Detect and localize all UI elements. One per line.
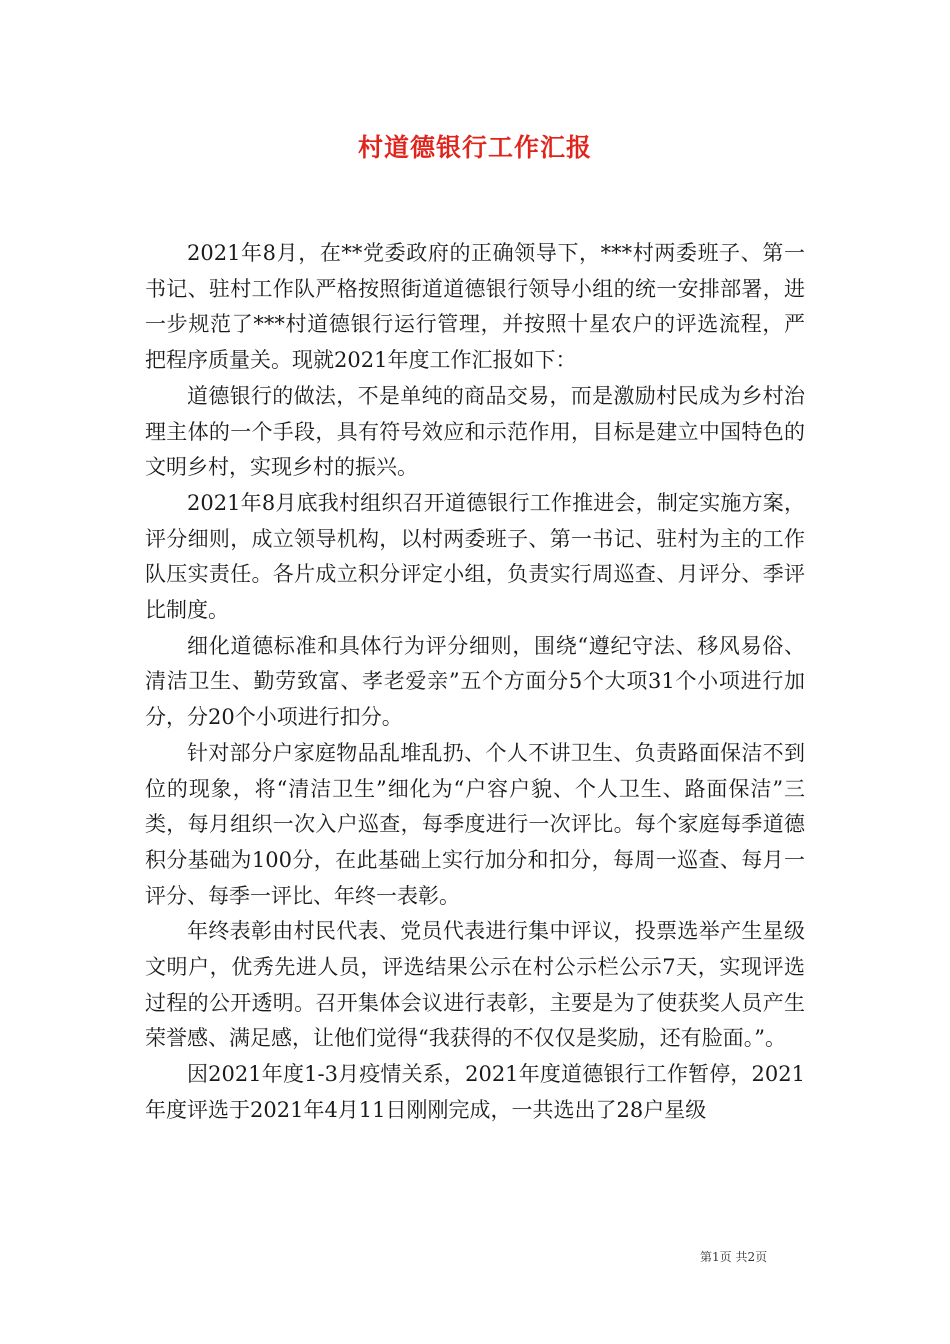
page-number: 第1页 共2页 <box>700 1250 768 1264</box>
document-title: 村道德银行工作汇报 <box>357 133 592 162</box>
paragraph: 2021年8月，在**党委政府的正确领导下，***村两委班子、第一书记、驻村工作队严格按照街道道德银行领导小组的统一安排部署，进一步规范了***村道德银行运行管理，并按照十星农户的评选流程，严把程序质量关。现就2021年度工作汇报如下： <box>145 241 805 373</box>
document-body <box>145 236 805 1129</box>
paragraph: 因2021年度1-3月疫情关系，2021年度道德银行工作暂停，2021年度评选于2021年4月11日刚刚完成，一共选出了28户星级 <box>145 1062 805 1122</box>
paragraph: 年终表彰由村民代表、党员代表进行集中评议，投票选举产生星级文明户，优秀先进人员，评选结果公示在村公示栏公示7天，实现评选过程的公开透明。召开集体会议进行表彰，主要是为了使获奖人员产生荣誉感、满足感，让他们觉得“我获得的不仅仅是奖励，还有脸面。”。 <box>145 919 805 1051</box>
paragraph: 道德银行的做法，不是单纯的商品交易，而是激励村民成为乡村治理主体的一个手段，具有符号效应和示范作用，目标是建立中国特色的文明乡村，实现乡村的振兴。 <box>145 383 805 480</box>
paragraph: 针对部分户家庭物品乱堆乱扔、个人不讲卫生、负责路面保洁不到位的现象，将“清洁卫生”细化为“户容户貌、个人卫生、路面保洁”三类，每月组织一次入户巡查，每季度进行一次评比。每个家庭每季道德积分基础为100分，在此基础上实行加分和扣分，每周一巡查、每月一评分、每季一评比、年终一表彰。 <box>145 740 805 908</box>
paragraph: 2021年8月底我村组织召开道德银行工作推进会，制定实施方案，评分细则，成立领导机构，以村两委班子、第一书记、驻村为主的工作队压实责任。各片成立积分评定小组，负责实行周巡查、月评分、季评比制度。 <box>145 490 805 623</box>
paragraph: 细化道德标准和具体行为评分细则，围绕“遵纪守法、移风易俗、清洁卫生、勤劳致富、孝老爱亲”五个方面分5个大项31个小项进行加分，分20个小项进行扣分。 <box>145 633 805 730</box>
